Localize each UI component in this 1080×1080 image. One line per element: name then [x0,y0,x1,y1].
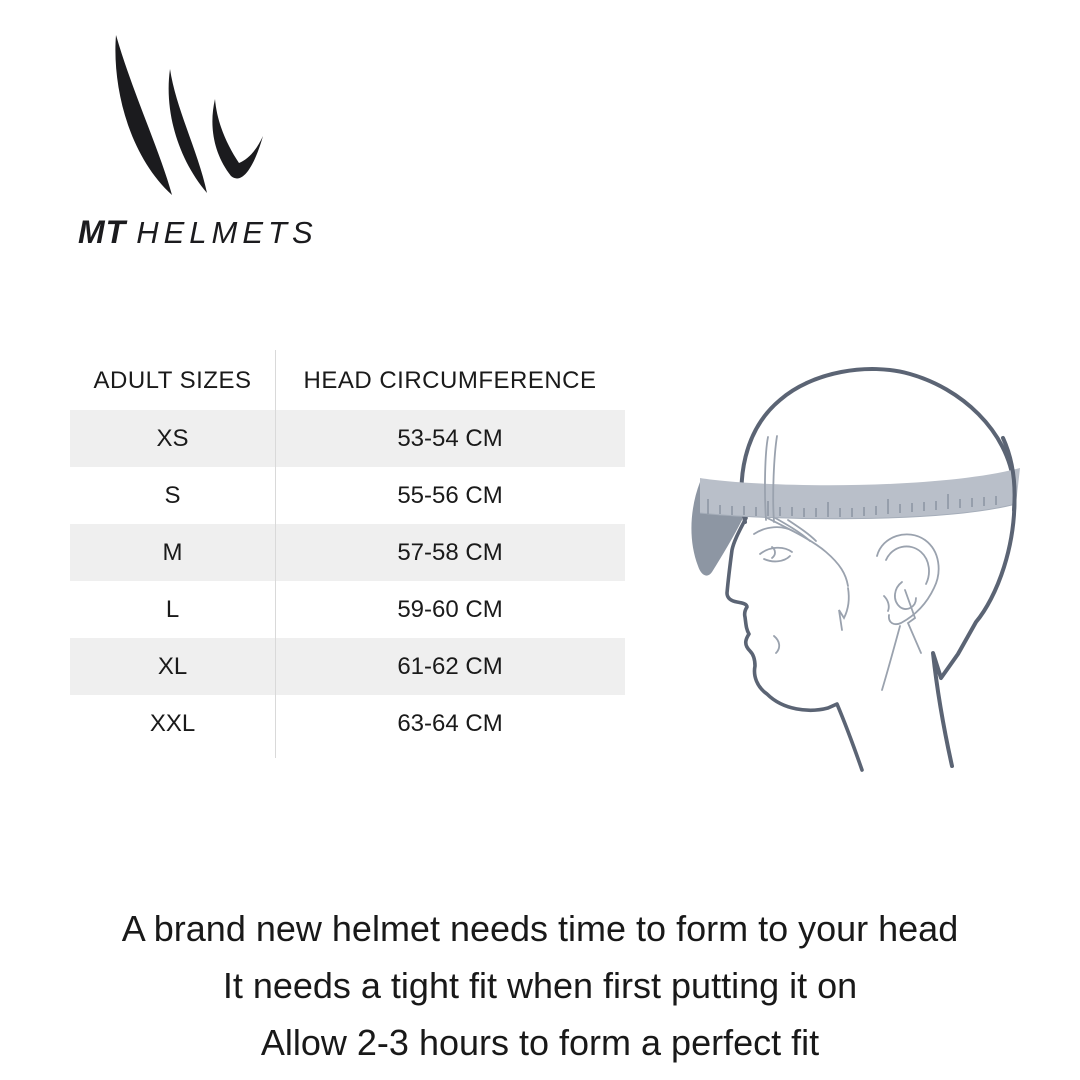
table-row [70,467,625,524]
table-header-row [70,352,625,410]
size-cell: L [165,595,180,623]
circumference-cell: 55-56 CM [397,481,503,509]
size-cell: XL [157,652,188,680]
fitting-note-line: A brand new helmet needs time to form to your head [121,908,959,949]
mt-helmets-swoosh-icon [106,33,266,198]
size-cell: M [162,538,183,566]
fitting-note-line: It needs a tight fit when first putting it on [222,965,858,1006]
size-table [70,352,625,752]
circumference-cell: 61-62 CM [397,652,503,680]
table-row [70,695,625,752]
header-head-circumference: HEAD CIRCUMFERENCE [303,367,597,394]
circumference-cell: 53-54 CM [397,424,503,452]
table-row [70,524,625,581]
size-cell: XS [156,424,189,452]
brand-wordmark [78,214,318,251]
table-row [70,581,625,638]
fitting-notes [0,900,1080,1071]
size-cell: XXL [149,709,196,737]
size-cell: S [164,481,181,509]
table-row [70,410,625,467]
table-row [70,638,625,695]
circumference-cell: 63-64 CM [397,709,503,737]
brand-name-mt: MT [78,214,127,250]
circumference-cell: 57-58 CM [397,538,503,566]
circumference-cell: 59-60 CM [397,595,503,623]
head-measurement-illustration-icon [688,360,1043,775]
fitting-note-line: Allow 2-3 hours to form a perfect fit [260,1022,820,1063]
brand-name-helmets: HELMETS [136,215,318,250]
header-adult-sizes: ADULT SIZES [93,367,252,394]
column-divider [275,350,276,758]
